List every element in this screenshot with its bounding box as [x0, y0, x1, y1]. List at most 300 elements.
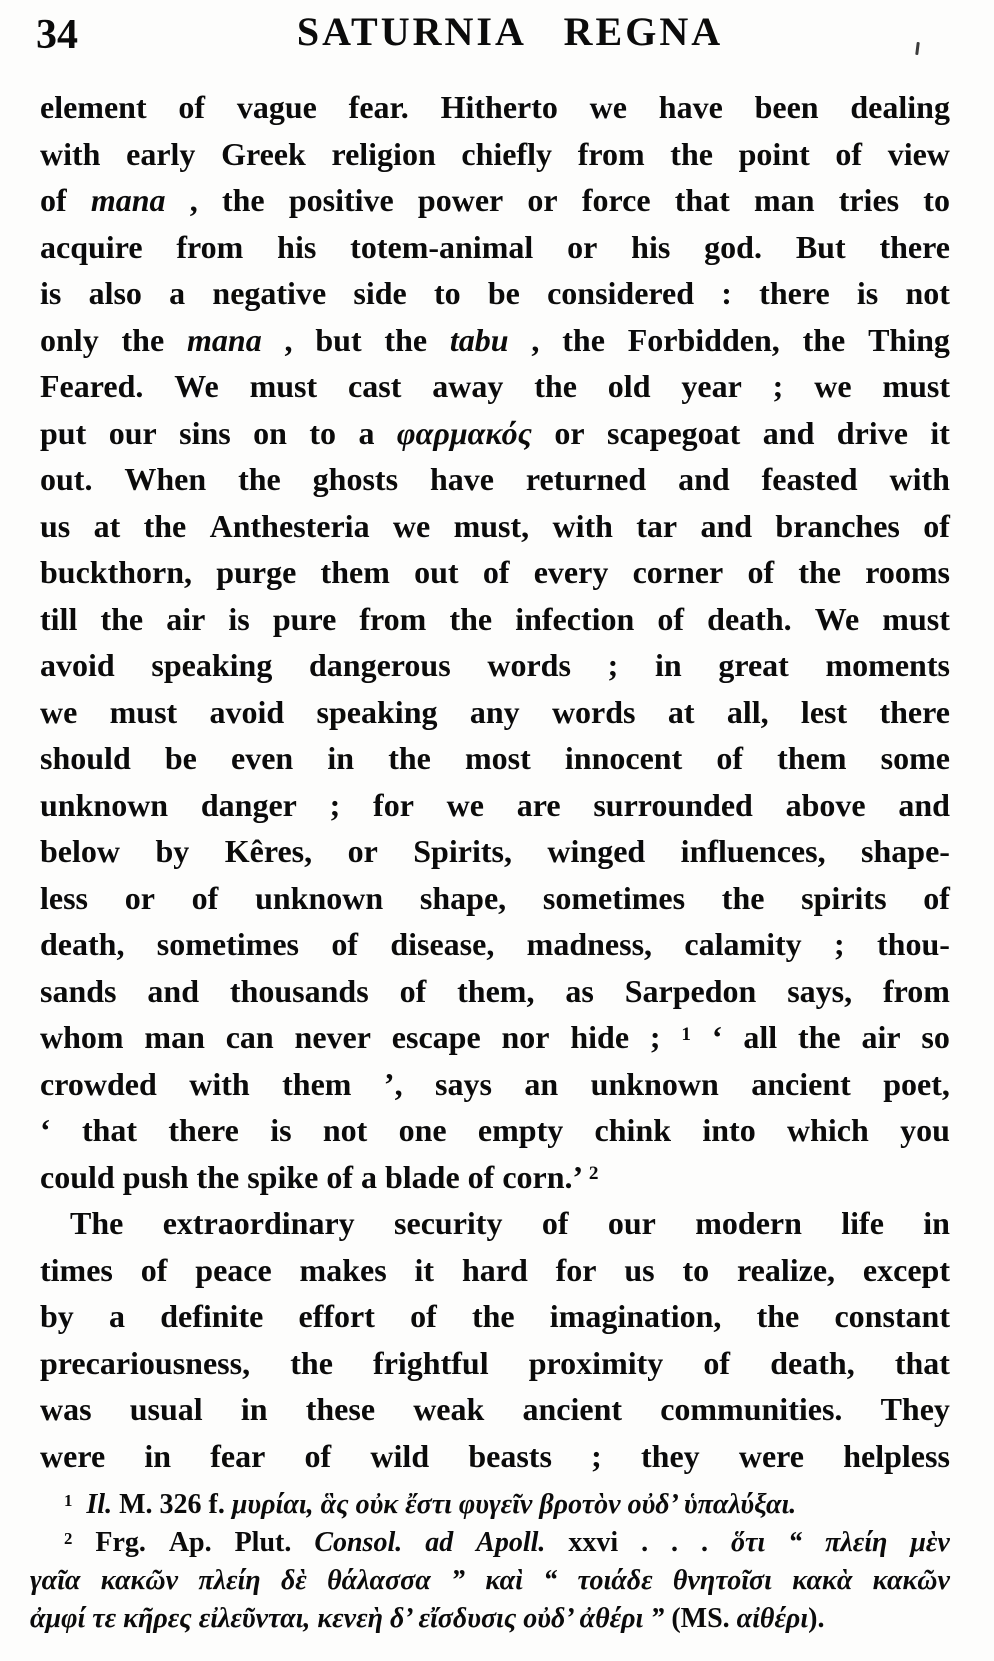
text-segment: to: [433, 275, 461, 311]
text-segment: unknown: [590, 1065, 719, 1102]
text-line: [30, 1562, 950, 1600]
text-segment: of: [747, 554, 775, 590]
text-segment: early: [126, 135, 196, 172]
text-segment: ;: [329, 786, 341, 823]
text-segment: all: [743, 1019, 778, 1055]
text-segment: imagination,: [549, 1298, 722, 1334]
text-segment: a: [358, 414, 375, 451]
text-segment: any: [469, 693, 520, 730]
text-segment: on: [253, 414, 287, 451]
text-segment: in: [327, 740, 355, 776]
text-segment: power: [417, 182, 504, 218]
text-segment: ‘: [711, 1019, 723, 1055]
text-segment: our: [607, 1205, 656, 1241]
text-segment: vague: [236, 89, 317, 125]
text-segment: is: [40, 275, 62, 311]
text-segment: can: [225, 1019, 274, 1055]
text-segment: year: [681, 368, 742, 404]
text-line: [40, 1107, 950, 1154]
text-segment: influences,: [680, 833, 826, 869]
text-line: [40, 642, 950, 689]
text-segment: it: [930, 414, 950, 451]
text-segment: acquire: [40, 228, 143, 265]
text-segment: Ap.: [168, 1527, 212, 1558]
text-segment: must: [109, 693, 178, 730]
text-line: [40, 1247, 950, 1294]
text-segment: κακῶν: [100, 1565, 179, 1596]
text-segment: Hitherto: [440, 89, 558, 125]
footnotes: [30, 1486, 950, 1638]
text-segment: effort: [298, 1298, 375, 1334]
text-line: [40, 596, 950, 643]
text-segment: whom: [40, 1019, 124, 1055]
text-segment: dangerous: [309, 647, 451, 683]
text-segment: “: [543, 1565, 558, 1596]
text-segment: not: [905, 275, 950, 311]
text-segment: the: [221, 182, 265, 218]
text-segment: disease,: [390, 926, 495, 962]
text-segment: Thing: [868, 321, 950, 358]
text-segment: “: [788, 1527, 803, 1558]
text-segment: there: [879, 228, 950, 265]
text-segment: force: [581, 182, 651, 218]
text-segment: been: [754, 89, 819, 125]
text-segment: to: [923, 182, 950, 218]
text-segment: or: [554, 414, 585, 451]
text-segment: mana: [187, 321, 262, 358]
text-segment: of: [923, 507, 950, 544]
text-line: [40, 921, 950, 968]
text-segment: the: [449, 600, 493, 637]
text-segment: the: [100, 600, 144, 637]
text-segment: empty: [477, 1112, 564, 1148]
text-line: [40, 503, 950, 550]
text-segment: away: [432, 368, 504, 404]
text-segment: τοιάδε: [577, 1565, 653, 1596]
text-segment: great: [718, 647, 789, 683]
text-segment: them,: [457, 972, 535, 1009]
text-segment: :: [721, 275, 732, 311]
text-segment: returned: [525, 461, 647, 497]
text-line: [40, 270, 950, 317]
text-segment: of: [703, 1344, 731, 1381]
text-segment: as: [565, 972, 594, 1009]
text-segment: them: [282, 1065, 352, 1102]
text-segment: for: [555, 1251, 597, 1288]
text-segment: avoid: [209, 693, 285, 730]
text-segment: ‘: [40, 1112, 51, 1148]
text-segment: ghosts: [312, 461, 399, 497]
text-segment: sands: [40, 972, 117, 1009]
text-segment: .: [700, 1527, 708, 1558]
text-segment: is: [228, 600, 250, 637]
text-segment: they: [640, 1437, 700, 1474]
text-segment: words: [487, 647, 571, 683]
text-segment: in: [654, 647, 682, 683]
text-segment: the: [797, 1019, 841, 1055]
text-segment: pure: [272, 600, 337, 637]
text-segment: from: [176, 228, 244, 265]
text-segment: chink: [594, 1112, 672, 1148]
text-segment: Plut.: [234, 1527, 292, 1558]
footnote-reference: 2: [588, 1163, 599, 1185]
text-segment: φαρμακός: [396, 414, 532, 451]
text-segment: we: [589, 89, 627, 125]
text-line: [40, 828, 950, 875]
text-segment: sometimes: [542, 879, 686, 916]
text-segment: element: [40, 89, 147, 125]
text-segment: rooms: [865, 554, 950, 590]
text-segment: religion: [331, 135, 436, 172]
text-segment: ;: [607, 647, 619, 683]
text-segment: definite: [160, 1298, 264, 1334]
text-line: [40, 549, 950, 596]
text-segment: our: [108, 414, 157, 451]
text-segment: madness,: [526, 926, 653, 962]
text-segment: we: [40, 693, 78, 730]
text-segment: words: [551, 693, 636, 730]
text-segment: Greek: [221, 135, 306, 172]
text-segment: poet,: [883, 1065, 950, 1102]
text-line: [40, 1061, 950, 1108]
text-segment: by: [155, 833, 190, 869]
text-line: whom man can never escape nor hide ; 1 ‘ all the air so: [40, 1014, 950, 1061]
text-segment: or: [347, 833, 378, 869]
text-segment: was: [40, 1391, 92, 1427]
text-segment: must: [249, 368, 318, 404]
text-segment: have: [658, 89, 723, 125]
text-line: [40, 1340, 950, 1387]
text-line: [40, 410, 950, 457]
text-segment: the: [756, 1298, 800, 1334]
text-line: [40, 1293, 950, 1340]
text-segment: wild: [370, 1437, 430, 1474]
text-segment: unknown: [40, 786, 169, 823]
text-segment: positive: [288, 182, 394, 218]
text-segment: ”: [451, 1565, 466, 1596]
text-segment: realize,: [737, 1251, 836, 1288]
text-segment: Frg.: [95, 1527, 146, 1558]
text-segment: except: [862, 1251, 950, 1288]
text-segment: from: [359, 600, 427, 637]
text-segment: proximity: [528, 1344, 664, 1381]
text-segment: there: [759, 275, 830, 311]
text-segment: man: [754, 182, 815, 218]
text-segment: frightful: [373, 1344, 489, 1381]
text-segment: [72, 1489, 86, 1520]
text-segment: lest: [800, 693, 848, 730]
text-segment: in: [240, 1391, 268, 1427]
text-segment: tries: [838, 182, 900, 218]
text-segment: scapegoat: [607, 414, 741, 451]
text-line: [40, 456, 950, 503]
text-segment: hide: [570, 1019, 630, 1055]
text-segment: modern: [695, 1205, 802, 1241]
text-segment: some: [880, 740, 950, 776]
text-segment: fear: [210, 1437, 266, 1474]
text-segment: says,: [787, 972, 853, 1009]
text-segment: even: [231, 740, 294, 776]
text-segment: moments: [825, 647, 950, 683]
text-segment: till: [40, 600, 78, 637]
text-segment: old: [607, 368, 651, 404]
paragraph: [40, 1200, 950, 1479]
text-line: [40, 782, 950, 829]
text-segment: the: [562, 321, 605, 358]
text-segment: μὲν: [910, 1527, 950, 1558]
text-segment: could push the spike of a blade of corn.’: [40, 1158, 589, 1195]
text-segment: view: [887, 135, 950, 172]
text-segment: ;: [591, 1437, 602, 1474]
text-segment: to: [682, 1251, 710, 1288]
text-segment: ad: [425, 1527, 454, 1558]
text-segment: but: [315, 321, 362, 358]
text-segment: a: [109, 1298, 125, 1334]
text-segment: of: [541, 1205, 569, 1241]
text-segment: ).: [808, 1603, 825, 1634]
text-segment: the: [384, 321, 428, 358]
text-segment: in: [144, 1437, 172, 1474]
text-segment: αἰθέρι: [736, 1603, 809, 1634]
text-line: 2 Frg. Ap. Plut. Consol. ad Apoll. xxvi . . . ὅτι “ πλείη μὲν: [30, 1524, 950, 1562]
text-segment: of: [410, 1298, 437, 1334]
text-segment: or: [527, 182, 558, 218]
text-segment: thousands: [229, 972, 369, 1009]
text-segment: god.: [704, 228, 762, 265]
text-segment: negative: [212, 275, 327, 311]
text-segment: is: [856, 275, 879, 311]
text-segment: only: [40, 321, 99, 358]
text-segment: or: [124, 879, 155, 916]
text-segment: θάλασσα: [327, 1565, 431, 1596]
text-segment: of: [40, 182, 67, 218]
text-segment: When: [124, 461, 207, 497]
text-segment: death.: [707, 600, 792, 637]
text-segment: every: [533, 554, 609, 590]
text-segment: and: [898, 786, 950, 823]
text-segment: unknown: [255, 879, 384, 916]
text-segment: the: [534, 368, 577, 404]
text-segment: so: [921, 1019, 950, 1055]
text-segment: that: [674, 182, 730, 218]
text-segment: of: [304, 1437, 332, 1474]
text-line: [30, 1600, 950, 1638]
text-segment: air: [166, 600, 206, 637]
text-line: [40, 84, 950, 131]
text-segment: with: [552, 507, 613, 544]
text-segment: shape,: [419, 879, 507, 916]
text-segment: drive: [836, 414, 908, 451]
text-segment: says: [435, 1065, 492, 1102]
text-segment: never: [294, 1019, 371, 1055]
text-segment: shape-: [861, 833, 950, 869]
text-segment: of: [923, 879, 950, 916]
text-segment: of: [140, 1251, 168, 1288]
text-segment: the: [798, 554, 841, 590]
text-segment: γαῖα: [30, 1565, 81, 1596]
text-segment: a: [169, 275, 186, 311]
text-segment: Anthesteria: [209, 507, 370, 544]
text-segment: They: [880, 1391, 950, 1427]
page-title: SATURNIA REGNA: [296, 9, 724, 54]
text-segment: tar: [636, 507, 678, 544]
text-segment: be: [164, 740, 197, 776]
text-segment: and: [762, 414, 815, 451]
text-line: [40, 689, 950, 736]
text-segment: buckthorn,: [40, 554, 193, 590]
text-segment: of: [657, 600, 685, 637]
text-segment: speaking: [316, 693, 438, 730]
text-segment: δὲ: [280, 1565, 307, 1596]
text-segment: καὶ: [485, 1565, 523, 1596]
text-segment: usual: [129, 1391, 203, 1427]
text-line: [40, 363, 950, 410]
text-segment: we: [814, 368, 852, 404]
text-line: [40, 1386, 950, 1433]
text-segment: weak: [413, 1391, 485, 1427]
text-segment: danger: [200, 786, 297, 823]
text-segment: the: [143, 507, 187, 544]
body-text: [40, 84, 950, 1479]
text-segment: xxvi: [568, 1527, 619, 1558]
text-segment: helpless: [843, 1437, 950, 1474]
text-segment: Sarpedon: [624, 972, 757, 1009]
text-segment: the: [670, 135, 713, 172]
text-segment: the: [471, 1298, 515, 1334]
text-segment: spirits: [801, 879, 887, 916]
text-segment: μυρίαι, ἃς οὐκ ἔστι φυγεῖν βροτὸν οὐδ’ ὑπαλύξαι.: [231, 1489, 797, 1520]
text-segment: are: [516, 786, 561, 823]
text-segment: the: [721, 879, 765, 916]
text-segment: extraordinary: [162, 1205, 355, 1241]
text-segment: these: [305, 1391, 376, 1427]
text-segment: must,: [453, 507, 530, 544]
text-segment: for: [373, 786, 414, 823]
text-segment: be: [487, 275, 520, 311]
text-segment: with: [40, 135, 101, 172]
text-segment: precariousness,: [40, 1344, 251, 1381]
text-segment: the: [388, 740, 431, 776]
text-segment: and: [147, 972, 199, 1009]
text-segment: ancient: [522, 1391, 623, 1427]
text-segment: must: [882, 600, 950, 637]
text-segment: κακῶν: [872, 1565, 950, 1596]
text-segment: πλείη: [198, 1565, 261, 1596]
text-segment: Apoll.: [476, 1527, 546, 1558]
text-segment: the: [290, 1344, 333, 1381]
text-segment: ,: [284, 321, 293, 358]
text-segment: nor: [501, 1019, 550, 1055]
text-segment: man: [144, 1019, 205, 1055]
text-segment: thou-: [877, 926, 950, 962]
text-segment: tabu: [449, 321, 509, 358]
text-segment: must: [882, 368, 950, 404]
text-segment: Consol.: [314, 1527, 403, 1558]
text-segment: crowded: [40, 1065, 157, 1102]
paragraph: [40, 84, 950, 1200]
text-segment: and: [700, 507, 753, 544]
text-segment: But: [795, 228, 846, 265]
text-line: [40, 224, 950, 271]
text-segment: Forbidden,: [627, 321, 780, 358]
text-segment: at: [93, 507, 121, 544]
text-segment: escape: [391, 1019, 481, 1055]
text-segment: of: [331, 926, 358, 962]
text-segment: hard: [461, 1251, 528, 1288]
text-segment: of: [191, 879, 219, 916]
text-segment: life: [841, 1205, 884, 1241]
text-segment: makes: [299, 1251, 387, 1288]
text-segment: that: [894, 1344, 950, 1381]
text-segment: by: [40, 1298, 74, 1334]
text-segment: Il.: [86, 1489, 113, 1520]
text-segment: of: [716, 740, 744, 776]
text-segment: there: [879, 693, 950, 730]
text-segment: κακὰ: [792, 1565, 853, 1596]
text-segment: not: [322, 1112, 368, 1148]
text-segment: point: [738, 135, 810, 172]
text-segment: most: [464, 740, 531, 776]
text-segment: with: [889, 461, 950, 497]
text-segment: is: [270, 1112, 292, 1148]
text-line: [40, 875, 950, 922]
text-segment: ;: [834, 926, 845, 962]
text-segment: The: [70, 1205, 124, 1241]
text-segment: Feared.: [40, 368, 144, 404]
text-segment: purge: [216, 554, 297, 590]
text-segment: side: [353, 275, 407, 311]
text-segment: that: [81, 1112, 138, 1148]
text-segment: above: [785, 786, 866, 823]
text-line: [40, 1154, 950, 1201]
text-segment: of: [178, 89, 206, 125]
footnote-reference: 1: [64, 1490, 73, 1510]
text-segment: πλείη: [825, 1527, 888, 1558]
text-line: [40, 317, 950, 364]
text-segment: innocent: [564, 740, 683, 776]
text-segment: feasted: [761, 461, 858, 497]
text-segment: ἀμφί τε κῆρες εἰλεῦνται, κενεὴ δ’ εἴσδυσις οὐδ’ ἀθέρι ”: [30, 1603, 672, 1634]
text-segment: we: [446, 786, 484, 823]
text-segment: corner: [632, 554, 724, 590]
text-segment: communities.: [660, 1391, 843, 1427]
text-segment: .: [671, 1527, 679, 1558]
text-segment: from: [883, 972, 950, 1009]
text-segment: death,: [40, 926, 125, 962]
text-line: [30, 1486, 950, 1524]
text-segment: into: [702, 1112, 756, 1148]
text-segment: and: [678, 461, 730, 497]
text-segment: ;: [772, 368, 784, 404]
text-segment: death,: [770, 1344, 855, 1381]
text-segment: we: [392, 507, 431, 544]
text-segment: out: [414, 554, 459, 590]
text-segment: the: [238, 461, 281, 497]
text-segment: beasts: [468, 1437, 552, 1474]
text-segment: mana: [90, 182, 166, 218]
text-segment: to: [309, 414, 337, 451]
text-segment: were: [738, 1437, 804, 1474]
text-segment: with: [189, 1065, 250, 1102]
text-segment: ,: [189, 182, 198, 218]
text-segment: the: [121, 321, 165, 358]
text-line: [40, 1433, 950, 1480]
text-segment: all,: [726, 693, 769, 730]
text-segment: ,: [531, 321, 540, 358]
text-line: [40, 735, 950, 782]
text-segment: of: [482, 554, 510, 590]
text-segment: air: [861, 1019, 901, 1055]
